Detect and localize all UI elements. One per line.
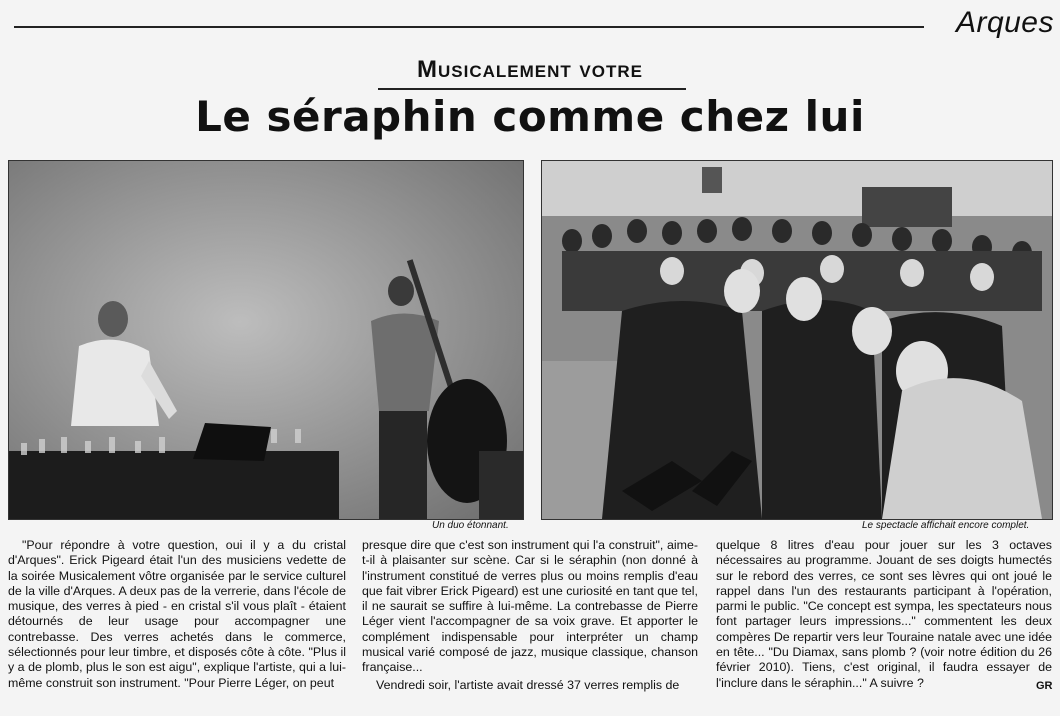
author-signature: GR xyxy=(1036,680,1053,692)
caption-left: Un duo étonnant. xyxy=(432,520,509,531)
article-paragraph: quelque 8 litres d'eau pour jouer sur les 3 octaves nécessaires au programme. Jouant de ses doigts humectés sur le rebord des verres, ce sont ses lèvres qui ont joué le rappel dans l'un des restaurants participant à l'opération, parmi le public. "Ce concept est sympa, les spectateurs nous font partager leurs impressions..." commentent les deux compères De repartir vers leur Touraine natale avec une idée en tête... "Du Diamax, sans plomb ? (voir notre édition du 26 février 2010). Tiens, c'est original, il faudra essayer de l'inclure dans le séraphin..." A suivre ? xyxy=(716,538,1052,690)
photo-audience xyxy=(541,160,1053,520)
article-column-1 xyxy=(8,538,346,691)
article-column-3 xyxy=(716,538,1052,691)
article-column-2 xyxy=(362,538,698,693)
article-paragraph: Vendredi soir, l'artiste avait dressé 37 verres remplis de xyxy=(376,677,680,692)
kicker-underline xyxy=(378,88,686,90)
article-paragraph: presque dire que c'est son instrument qui l'a construit", aime-t-il à plaisanter sur scène. Car si le séraphin (non donné à l'instrument constitué de verres plus ou moins remplis d'eau que fait vibrer Erick Pigeard) est une curiosité en tant que tel, il ne saurait se suffire à lui-même. La contrebasse de Pierre Léger vient l'accompagner de sa voix grave. Et apporter le complément indispensable pour interpréter un champ musical varié composé de jazz, musique classique, chanson française... xyxy=(362,538,698,675)
section-title: Arques xyxy=(955,6,1054,39)
kicker: Musicalement votre xyxy=(417,56,643,83)
caption-right: Le spectacle affichait encore complet. xyxy=(862,520,1030,531)
article-paragraph: "Pour répondre à votre question, oui il y a du cristal d'Arques". Erick Pigeard était l'un des musiciens vedette de la soirée Musicalement vôtre organisée par le service culturel de la ville d'Arques. A deux pas de la verrerie, dans l'école de musique, des verres à pied - en cristal s'il vous plaît - étaient détournés de leur usage pour accompagner une contrebasse. Des verres achetés dans le commerce, sélectionnés pour leur timbre, et disposés côte à côte. "Plus il y a de plomb, plus le son est aigu", explique l'artiste, qui a lui-même construit son instrument. "Pour Pierre Léger, on peut xyxy=(8,538,346,690)
header-rule xyxy=(14,26,924,28)
headline: Le séraphin comme chez lui xyxy=(195,92,865,141)
photo-duo xyxy=(8,160,524,520)
